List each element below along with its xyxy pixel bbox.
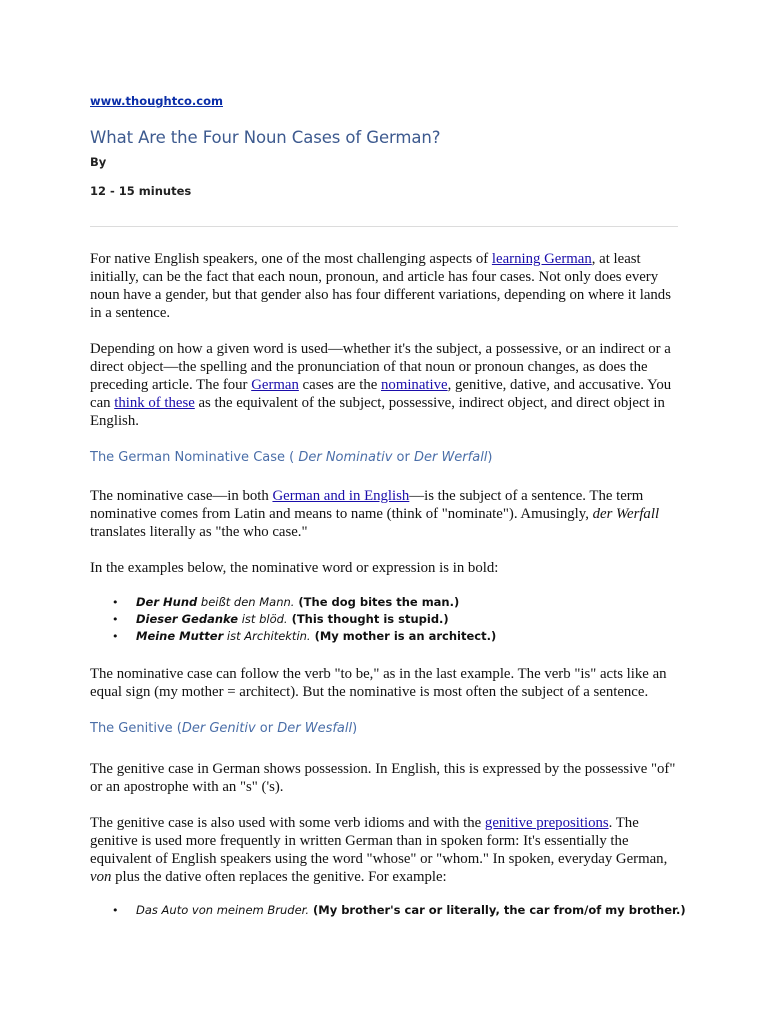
text: Depending on how a given word is used—whether it's the subject, a possessive, or an indirect or a direct object—the spelling and the pronunciation of that noun or pronoun changes, as does the preceding article. The four <box>90 341 671 393</box>
read-time: 12 - 15 minutes <box>90 184 192 198</box>
italic-text: von <box>90 869 112 885</box>
cases-paragraph <box>90 340 680 430</box>
example-bold: Dieser Gedanke <box>136 612 239 626</box>
divider <box>90 226 678 227</box>
genitive-heading <box>90 721 357 736</box>
nominative-examples-list <box>90 594 496 645</box>
text: The nominative case—in both <box>90 488 273 504</box>
heading-text: or <box>255 721 278 736</box>
example-translation: (My mother is an architect.) <box>310 629 497 643</box>
genitive-usage-paragraph <box>90 814 680 886</box>
heading-text: or <box>392 450 414 465</box>
site-url-link[interactable]: www.thoughtco.com <box>90 94 223 108</box>
german-and-english-link[interactable]: German and in English <box>272 488 410 504</box>
text: For native English speakers, one of the most challenging aspects of <box>90 251 492 267</box>
text: —is the subject of a sentence. The term nominative comes from Latin and means to name (think of "nominate"). Amusingly, <box>90 488 644 522</box>
nominative-followup-paragraph: The nominative case can follow the verb "to be," as in the last example. The verb "is" acts like an equal sign (my mother = architect). But the nominative is most often the subject of a sentence. <box>90 666 667 700</box>
example-bold: Der Hund <box>136 595 198 609</box>
heading-text: The Genitive ( <box>90 721 182 736</box>
heading-text: ) <box>352 721 358 736</box>
list-item <box>90 628 496 645</box>
example-italic: beißt den Mann. <box>197 595 295 609</box>
german-link[interactable]: German <box>251 377 299 393</box>
list-item <box>90 902 686 919</box>
example-bold: Meine Mutter <box>136 629 224 643</box>
nominative-heading <box>90 450 493 465</box>
learning-german-link[interactable]: learning German <box>491 251 592 267</box>
heading-text: ) <box>487 450 493 465</box>
genitive-prepositions-link[interactable]: genitive prepositions <box>484 815 609 831</box>
byline: By <box>90 155 107 169</box>
heading-text: The German Nominative Case ( <box>90 450 299 465</box>
think-of-these-link[interactable]: think of these <box>114 395 195 411</box>
bullet-icon: • <box>112 596 119 609</box>
example-translation: (This thought is stupid.) <box>287 612 449 626</box>
heading-italic: Der Werfall <box>413 450 488 465</box>
text: , at least initially, can be the fact that each noun, pronoun, and article has four cases. Not only does every noun have a gender, but that gender also has four different variations, depending on where it lands in a sentence. <box>90 251 671 321</box>
list-item <box>90 594 496 611</box>
genitive-paragraph: The genitive case in German shows possession. In English, this is expressed by the possessive "of" or an apostrophe with an "s" ('s). <box>90 761 676 795</box>
italic-text: der Werfall <box>592 506 660 522</box>
intro-paragraph <box>90 250 680 322</box>
bullet-icon: • <box>112 904 119 917</box>
example-italic: ist blöd. <box>238 612 288 626</box>
text: plus the dative often replaces the genitive. For example: <box>111 869 447 885</box>
example-translation: (My brother's car or literally, the car from/of my brother.) <box>309 903 686 917</box>
nominative-link[interactable]: nominative <box>381 377 448 393</box>
text: as the equivalent of the subject, possessive, indirect object, and direct object in English. <box>90 395 665 429</box>
bullet-icon: • <box>112 630 119 643</box>
bullet-icon: • <box>112 613 119 626</box>
example-translation: (The dog bites the man.) <box>294 595 460 609</box>
nominative-paragraph <box>90 487 680 541</box>
heading-italic: Der Nominativ <box>298 450 393 465</box>
text: . The genitive is used more frequently in written German than in spoken form: It's essentially the equivalent of English speakers using the word "whose" or "whom." In spoken, everyday German, <box>90 815 668 867</box>
text: translates literally as "the who case." <box>90 524 308 540</box>
genitive-examples-list <box>90 902 686 919</box>
list-item <box>90 611 496 628</box>
page-title: What Are the Four Noun Cases of German? <box>90 128 441 147</box>
examples-intro: In the examples below, the nominative word or expression is in bold: <box>90 560 499 576</box>
text: cases are the <box>298 377 382 393</box>
example-italic: ist Architektin. <box>223 629 311 643</box>
heading-italic: Der Wesfall <box>277 721 353 736</box>
heading-italic: Der Genitiv <box>181 721 256 736</box>
text: , genitive, dative, and accusative. You can <box>90 377 672 411</box>
text: The genitive case is also used with some verb idioms and with the <box>90 815 485 831</box>
example-italic: Das Auto von meinem Bruder. <box>136 903 309 917</box>
